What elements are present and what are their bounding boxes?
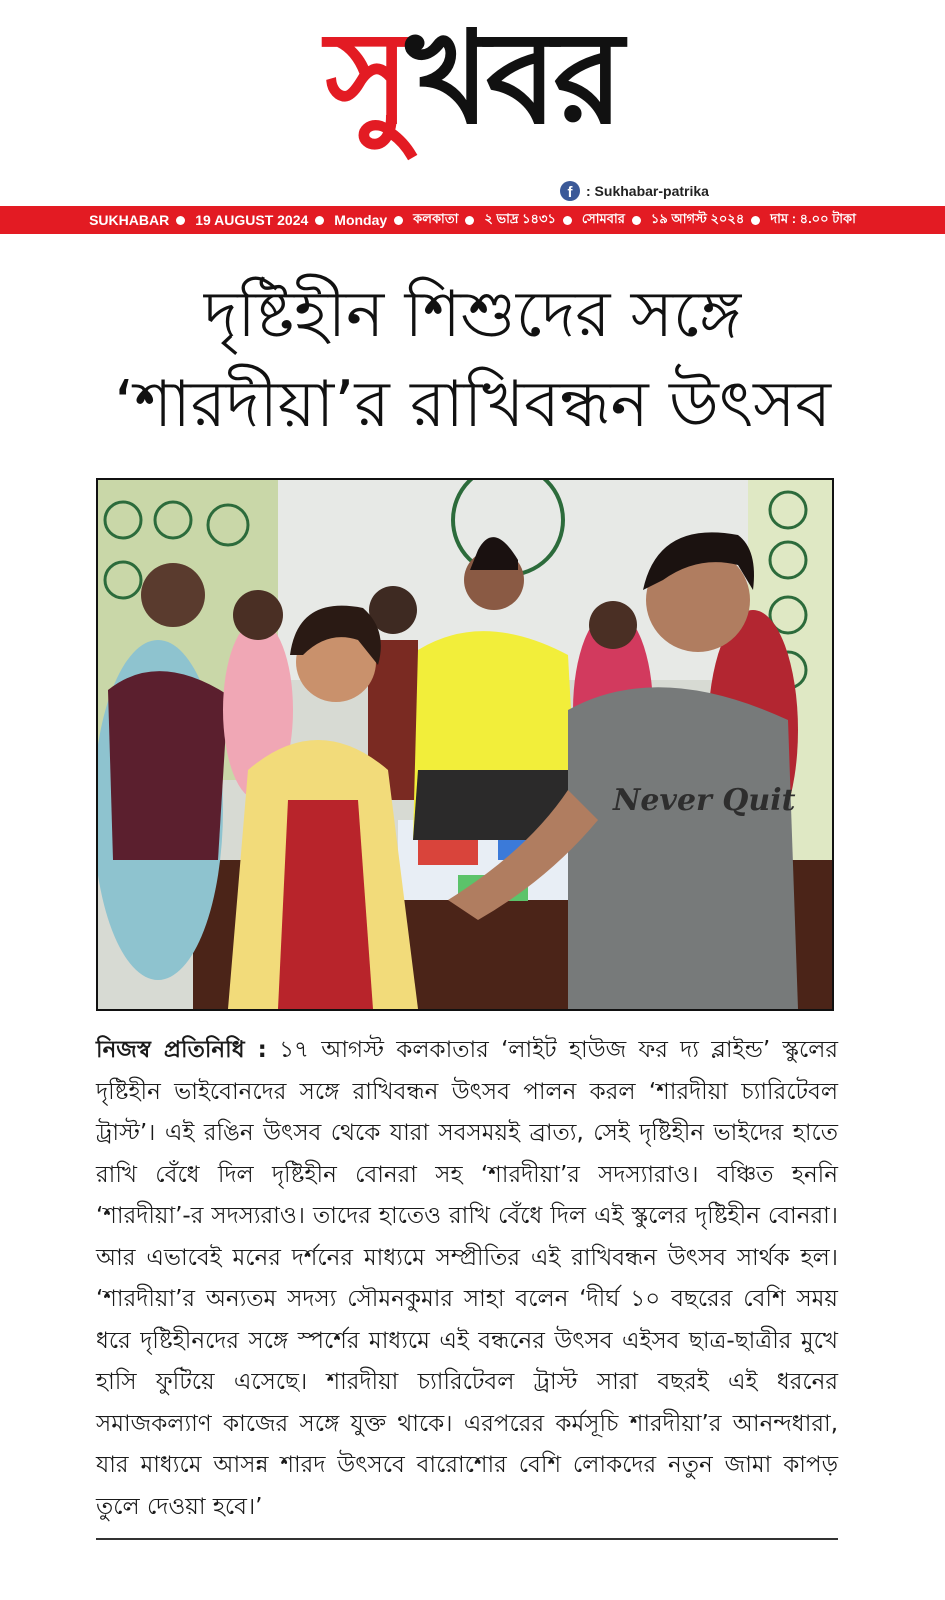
bullet-icon: [176, 216, 185, 225]
bullet-icon: [632, 216, 641, 225]
article-text: ১৭ আগস্ট কলকাতার ‘লাইট হাউজ ফর দ্য ব্লাইন্ড’ স্কুলের দৃষ্টিহীন ভাইবোনদের সঙ্গে রাখিবন্ধন উৎসব পালন করল ‘শারদীয়া চ্যারিটেবল ট্রাস্ট’। এই রঙিন উৎসব থেকে যারা সবসময়ই ব্রাত্য, সেই দৃষ্টিহীন ভাইদের হাতে রাখি বেঁধে দিল দৃষ্টিহীন বোনরা সহ ‘শারদীয়া’র সদস্যারাও। বঞ্চিত হননি ‘শারদীয়া’-র সদস্যরাও। তাদের হাতেও রাখি বেঁধে দিল এই স্কুলের দৃষ্টিহীন বোনরা। আর এভাবেই মনের দর্শনের মাধ্যমে সম্প্রীতির এই রাখিবন্ধন উৎসব সার্থক হল। ‘শারদীয়া’র অন্যতম সদস্য সৌমনকুমার সাহা বলেন ‘দীর্ঘ ১০ বছরের বেশি সময় ধরে দৃষ্টিহীনদের সঙ্গে স্পর্শের মাধ্যমে এই বন্ধনের উৎসব এইসব ছাত্র-ছাত্রীর মুখে হাসি ফুটিয়ে এসেছে। শারদীয়া চ্যারিটেবল ট্রাস্ট সারা বছরই এই ধরনের সমাজকল্যাণ কাজের সঙ্গে যুক্ত থাকে। এরপরের কর্মসূচি শারদীয়া’র আনন্দধারা, যার মাধ্যমে আসন্ন শারদ উৎসবে বারোশোর বেশি লোকদের নতুন জামা কাপড় তুলে দেওয়া হবে।’: [96, 1037, 838, 1520]
boy-tshirt: [568, 687, 798, 1009]
dateline-date-bn-greg: ১৯ আগস্ট ২০২৪: [650, 210, 745, 226]
article-headline: [40, 270, 905, 450]
article-byline: নিজস্ব প্রতিনিধি :: [96, 1037, 267, 1063]
dateline-paper: SUKHABAR: [89, 212, 170, 228]
logo-red-part: সু: [325, 3, 406, 153]
tshirt-text: Never Quit: [613, 783, 796, 818]
dateline-date-bn: ২ ভাদ্র ১৪৩১: [484, 210, 556, 226]
bullet-icon: [563, 216, 572, 225]
dateline-bar: [0, 206, 945, 234]
headline-line-2: ‘শারদীয়া’র রাখিবন্ধন উৎসব: [114, 368, 831, 442]
logo-black-part: খবর: [405, 3, 620, 153]
bullet-icon: [394, 216, 403, 225]
end-rule: [96, 1538, 838, 1540]
dateline-date-en: 19 AUGUST 2024: [195, 212, 309, 228]
bullet-icon: [751, 216, 760, 225]
facebook-icon: f: [560, 181, 580, 201]
dateline-city: কলকাতা: [413, 210, 459, 226]
facebook-handle: : Sukhabar-patrika: [586, 183, 709, 199]
headline-line-1: দৃষ্টিহীন শিশুদের সঙ্গে: [203, 278, 742, 352]
article-photo[interactable]: [96, 478, 834, 1011]
dateline-day-bn: সোমবার: [581, 210, 625, 226]
bullet-icon: [315, 216, 324, 225]
facebook-link[interactable]: [560, 180, 709, 202]
newspaper-logo[interactable]: [0, 3, 945, 153]
dateline-day-en: Monday: [334, 212, 388, 228]
bullet-icon: [465, 216, 474, 225]
dateline-price: দাম : ৪.০০ টাকা: [770, 210, 856, 226]
photo-illustration: [98, 480, 832, 1009]
article-body: [96, 1030, 838, 1528]
masthead: [0, 0, 945, 205]
